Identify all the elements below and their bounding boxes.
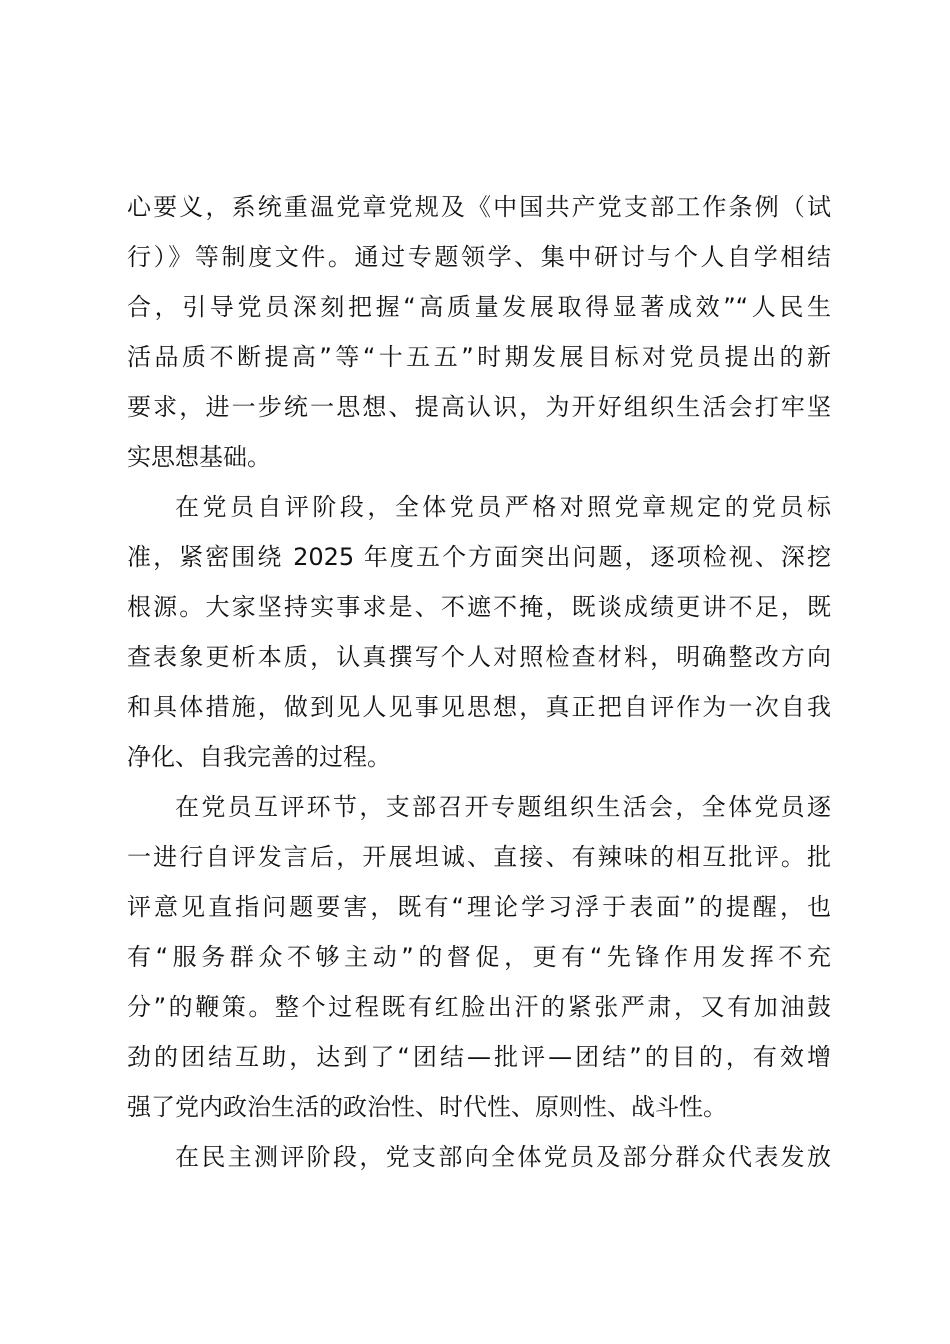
- document-page: [127, 182, 831, 1182]
- paragraph-1: [127, 182, 831, 482]
- paragraph-2: [127, 482, 831, 782]
- text-line: 在党员自评阶段，全体党员严格对照党章规定的党员标: [175, 493, 831, 521]
- text-line: 净化、自我完善的过程。: [127, 743, 391, 771]
- text-line: 和具体措施，做到见人见事见思想，真正把自评作为一次自我: [127, 693, 831, 721]
- text-line: 在党员互评环节，支部召开专题组织生活会，全体党员逐: [175, 793, 831, 821]
- text-line: 行）》等制度文件。通过专题领学、集中研讨与个人自学相结: [127, 243, 831, 271]
- text-line: 实思想基础。: [127, 443, 271, 471]
- text-line: 根源。大家坚持实事求是、不遮不掩，既谈成绩更讲不足，既: [127, 593, 831, 621]
- text-line: 心要义，系统重温党章党规及《中国共产党支部工作条例（试: [127, 193, 831, 221]
- text-line: 活品质不断提高”等“十五五”时期发展目标对党员提出的新: [127, 343, 831, 371]
- text-line: 评意见直指问题要害，既有“理论学习浮于表面”的提醒，也: [127, 893, 831, 921]
- paragraph-4: [127, 1132, 831, 1182]
- text-line: 合，引导党员深刻把握“高质量发展取得显著成效”“人民生: [127, 293, 831, 321]
- text-line: 一进行自评发言后，开展坦诚、直接、有辣味的相互批评。批: [127, 843, 831, 871]
- paragraph-3: [127, 782, 831, 1132]
- text-line: 要求，进一步统一思想、提高认识，为开好组织生活会打牢坚: [127, 393, 831, 421]
- text-line: 查表象更析本质，认真撰写个人对照检查材料，明确整改方向: [127, 643, 831, 671]
- text-line: 劲的团结互助，达到了“团结—批评—团结”的目的，有效增: [127, 1043, 831, 1071]
- text-line: 准，紧密围绕 2025 年度五个方面突出问题，逐项检视、深挖: [127, 543, 831, 571]
- text-line: 分”的鞭策。整个过程既有红脸出汗的紧张严肃，又有加油鼓: [127, 993, 831, 1021]
- text-line: 强了党内政治生活的政治性、时代性、原则性、战斗性。: [127, 1093, 727, 1121]
- text-line: 在民主测评阶段，党支部向全体党员及部分群众代表发放: [175, 1143, 831, 1171]
- text-line: 有“服务群众不够主动”的督促，更有“先锋作用发挥不充: [127, 943, 831, 971]
